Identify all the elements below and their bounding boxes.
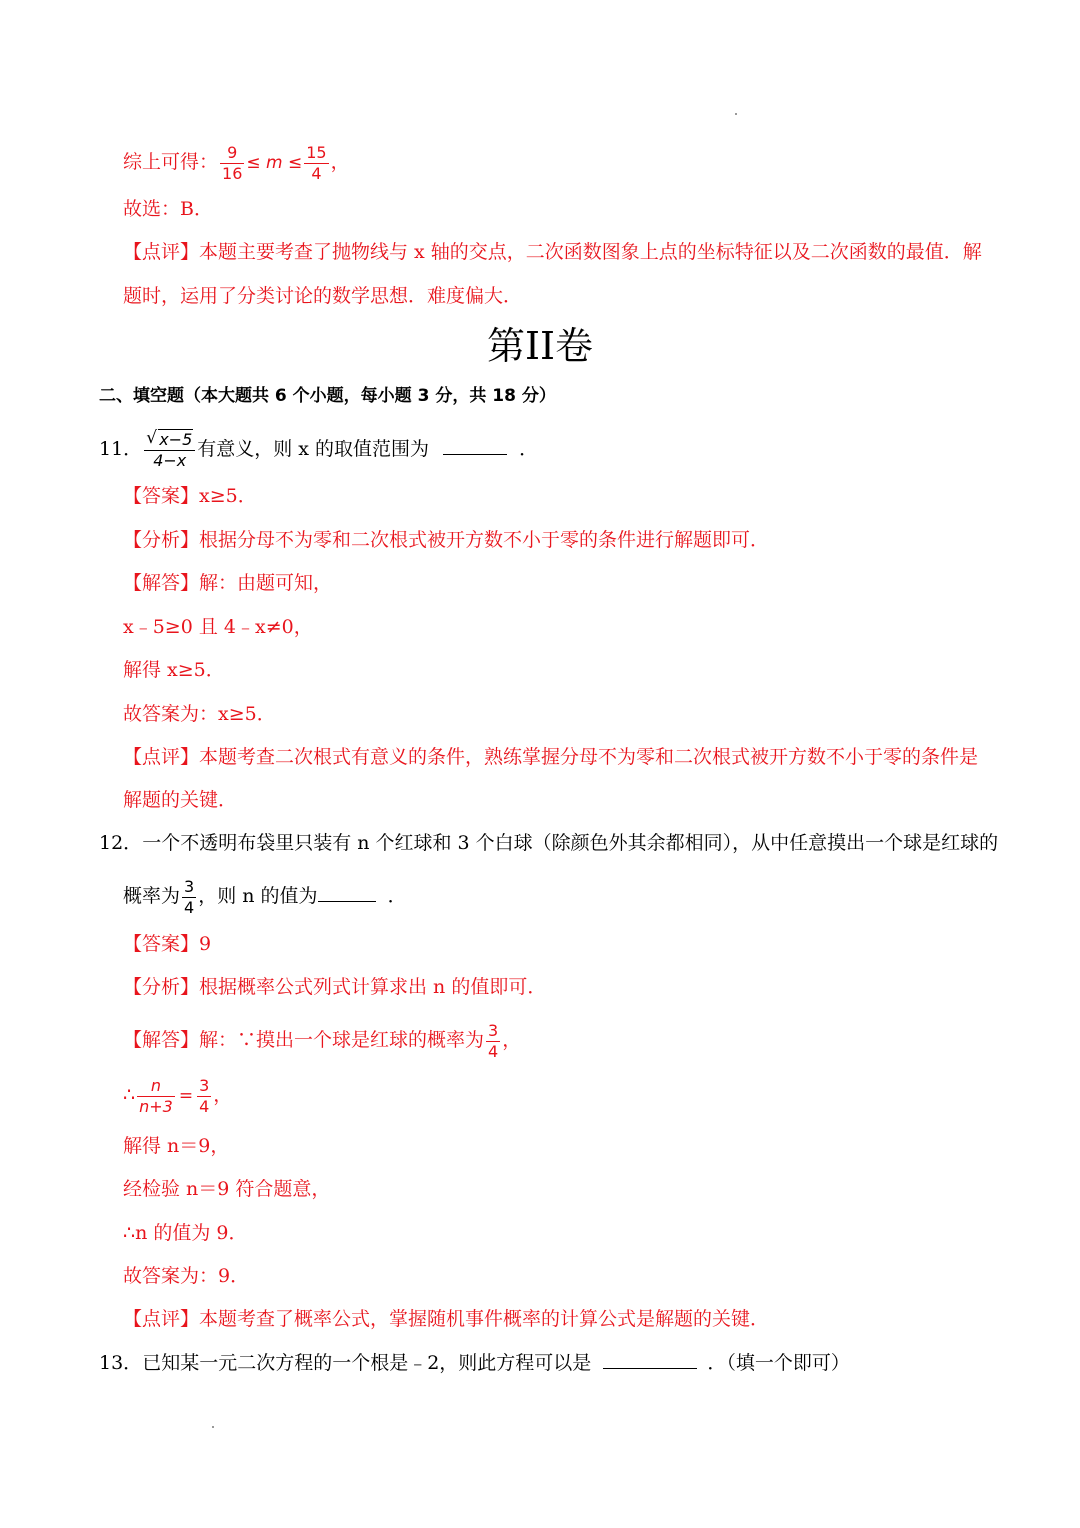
- punctuation: ．: [519, 438, 539, 460]
- answer-text: x≥5．: [199, 485, 257, 507]
- answer-line: [123, 932, 211, 956]
- solution-text: 解：∵摸出一个球是红球的概率为: [199, 1029, 485, 1051]
- equals-sign: =: [178, 1086, 194, 1106]
- answer-tag: 【答案】: [123, 485, 200, 507]
- solution-line: [123, 1018, 521, 1062]
- comment-line: [123, 240, 982, 264]
- fraction-denominator: 4: [304, 163, 328, 184]
- solution-line: [123, 571, 332, 595]
- volume-title: 第II卷: [486, 324, 594, 368]
- comment-tag: 【点评】: [123, 241, 200, 263]
- question-text: 一个不透明布袋里只装有 n 个红球和 3 个白球（除颜色外其余都相同），从中任意摸出一个球是红球的: [142, 832, 999, 854]
- analysis-line: [123, 528, 769, 552]
- analysis-tag: 【分析】: [123, 529, 200, 551]
- fraction-denominator: 4−x: [144, 450, 195, 471]
- analysis-tag: 【分析】: [123, 976, 200, 998]
- fraction-numerator: 3: [488, 1020, 499, 1040]
- analysis-text: 根据概率公式列式计算求出 n 的值即可．: [199, 976, 547, 998]
- fraction-numerator: [144, 427, 195, 450]
- comment-text: 本题考查了概率公式，掌握随机事件概率的计算公式是解题的关键．: [199, 1308, 770, 1330]
- question-12: [99, 831, 998, 855]
- answer-blank: [603, 1350, 697, 1369]
- analysis-text: 根据分母不为零和二次根式被开方数不小于零的条件进行解题即可．: [199, 529, 770, 551]
- choice-line: 故选：B．: [123, 198, 213, 220]
- comment-line-2: 题时，运用了分类讨论的数学思想．难度偏大．: [123, 285, 523, 307]
- question-number: 12．: [99, 832, 143, 854]
- answer-tag: 【答案】: [123, 933, 200, 955]
- solution-tag: 【解答】: [123, 572, 200, 594]
- fraction: [304, 143, 328, 184]
- section-heading: 二、填空题（本大题共 6 个小题，每小题 3 分，共 18 分）: [99, 386, 556, 406]
- solution-line-5: ∴n 的值为 9．: [123, 1222, 248, 1244]
- comment-line: [123, 1307, 769, 1331]
- answer-blank: [318, 883, 376, 902]
- punctuation: ，: [213, 1084, 233, 1106]
- fraction: [144, 427, 195, 471]
- question-13: [99, 1350, 850, 1375]
- fraction-numerator: n: [150, 1075, 162, 1095]
- question-12-line-2: [123, 874, 407, 918]
- comment-tag: 【点评】: [123, 1308, 200, 1330]
- scan-dot: [735, 113, 737, 115]
- question-11: [99, 426, 538, 472]
- fraction: [220, 143, 244, 184]
- radical-sign-icon: √: [146, 427, 158, 448]
- fraction-denominator: n+3: [139, 1096, 173, 1116]
- fraction-numerator: 3: [199, 1075, 210, 1095]
- solution-line-2: x﹣5≥0 且 4﹣x≠0，: [123, 616, 313, 638]
- fraction: [137, 1076, 175, 1117]
- scan-dot: [212, 1426, 214, 1428]
- solution-line-3: 解得 n＝9，: [123, 1135, 230, 1157]
- question-text: 已知某一元二次方程的一个根是﹣2，则此方程可以是: [142, 1352, 592, 1374]
- punctuation: ，: [330, 151, 350, 173]
- comment-line: [123, 745, 978, 769]
- comment-text: 本题考查二次根式有意义的条件，熟练掌握分母不为零和二次根式被开方数不小于零的条件是: [199, 746, 979, 768]
- answer-blank: [443, 436, 507, 455]
- punctuation: ，: [502, 1029, 522, 1051]
- comment-text: 本题主要考查了抛物线与 x 轴的交点，二次函数图象上点的坐标特征以及二次函数的最值．解: [199, 241, 982, 263]
- question-text-end: ．（填一个即可）: [707, 1352, 850, 1374]
- therefore-symbol: ∴: [123, 1084, 136, 1106]
- equation-line: [123, 1073, 232, 1118]
- question-text: ，则 n 的值为: [198, 885, 318, 907]
- inequality-middle: ≤ m ≤: [246, 153, 303, 173]
- fraction-denominator: 4: [184, 897, 195, 917]
- conclusion-line: [123, 140, 350, 185]
- analysis-line: [123, 975, 546, 999]
- radicand: x−5: [159, 429, 193, 449]
- solution-tag: 【解答】: [123, 1029, 200, 1051]
- fraction-denominator: 16: [222, 163, 243, 183]
- solution-line-4: 故答案为：x≥5．: [123, 703, 276, 725]
- question-text: 有意义，则 x 的取值范围为: [197, 438, 430, 460]
- fraction: [182, 877, 196, 918]
- punctuation: ．: [387, 885, 407, 907]
- solution-line-4: 经检验 n＝9 符合题意，: [123, 1178, 331, 1200]
- fraction-numerator: 3: [184, 876, 195, 896]
- fraction-numerator: 15: [306, 142, 327, 162]
- fraction-numerator: 9: [227, 142, 238, 162]
- solution-text: 解：由题可知，: [199, 572, 333, 594]
- square-root: [146, 427, 193, 450]
- comment-line-2: 解题的关键．: [123, 789, 238, 811]
- fraction-denominator: 4: [199, 1096, 210, 1116]
- conclusion-label: 综上可得：: [123, 151, 219, 173]
- solution-line-3: 解得 x≥5．: [123, 659, 225, 681]
- fraction: [486, 1021, 500, 1062]
- question-number: 11．: [99, 438, 143, 460]
- question-text: 概率为: [123, 885, 181, 907]
- answer-text: 9: [199, 933, 212, 955]
- solution-line-6: 故答案为：9．: [123, 1265, 250, 1287]
- fraction-denominator: 4: [488, 1041, 499, 1061]
- answer-line: [123, 484, 257, 508]
- question-number: 13．: [99, 1352, 143, 1374]
- fraction: [197, 1076, 211, 1117]
- comment-tag: 【点评】: [123, 746, 200, 768]
